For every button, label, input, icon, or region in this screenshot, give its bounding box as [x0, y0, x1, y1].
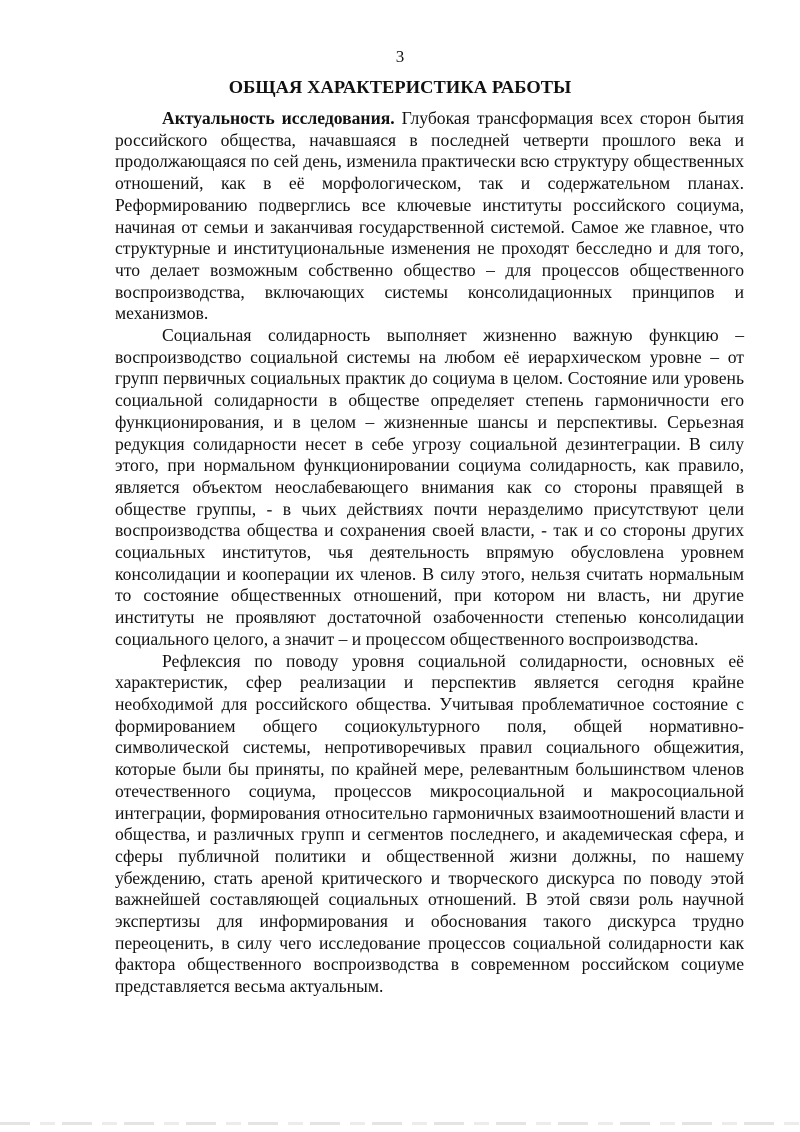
page-number: 3	[395, 47, 405, 66]
paragraph-relevance	[115, 108, 744, 325]
paragraph-text: Социальная солидарность выполняет жизненно важную функцию – воспроизводство социальной системы на любом её иерархическом уровне – от групп первичных социальных практик до социума в целом. Состояние или уровень социальной солидарности в обществе определяет степень гармоничности его функционирования, и в целом – жизненные шансы и перспективы. Серьезная редукция солидарности несет в себе угрозу социальной дезинтеграции. В силу этого, при нормальном функционировании социума солидарность, как правило, является объектом неослабевающего внимания как со стороны правящей в обществе группы, - в чьих действиях почти неразделимо присутствуют цели воспроизводства общества и сохранения своей власти, - так и со стороны других социальных институтов, чья деятельность впрямую обусловлена уровнем консолидации и кооперации их членов. В силу этого, нельзя считать нормальным то состояние общественных отношений, при котором ни власть, ни другие институты не проявляют достаточной озабоченности степенью консолидации социального целого, а значит – и процессом общественного воспроизводства.	[115, 325, 744, 649]
paragraph-solidarity	[115, 325, 744, 651]
paragraph-lead: Актуальность исследования.	[162, 108, 395, 128]
section-title: ОБЩАЯ ХАРАКТЕРИСТИКА РАБОТЫ	[228, 77, 572, 97]
scan-edge-artifact	[0, 1122, 800, 1125]
body-text	[115, 108, 744, 998]
paragraph-text: Глубокая трансформация всех сторон бытия российского общества, начавшаяся в последней четверти прошлого века и продолжающаяся по сей день, изменила практически всю структуру общественных отношений, как в её морфологическом, так и содержательном планах. Реформированию подверглись все ключевые институты российского социума, начиная от семьи и заканчивая государственной системой. Самое же главное, что структурные и институциональные изменения не проходят бесследно и для того, что делает возможным собственно общество – для процессов общественного воспроизводства, включающих системы консолидационных принципов и механизмов.	[115, 108, 744, 324]
paragraph-text: Рефлексия по поводу уровня социальной солидарности, основных её характеристик, сфер реализации и перспектив является сегодня крайне необходимой для российского общества. Учитывая проблематичное состояние с формированием общего социокультурного поля, общей нормативно-символической системы, непротиворечивых правил социального общежития, которые были бы приняты, по крайней мере, релевантным большинством членов отечественного социума, процессов микросоциальной и макросоциальной интеграции, формирования относительно гармоничных взаимоотношений власти и общества, и различных групп и сегментов последнего, и академическая сфера, и сферы публичной политики и общественной жизни должны, по нашему убеждению, стать ареной критического и творческого дискурса по поводу этой важнейшей составляющей социальных отношений. В этой связи роль научной экспертизы для информирования и обоснования такого дискурса трудно переоценить, в силу чего исследование процессов социальной солидарности как фактора общественного воспроизводства в современном российском социуме представляется весьма актуальным.	[115, 650, 744, 997]
paragraph-reflection	[115, 651, 744, 998]
